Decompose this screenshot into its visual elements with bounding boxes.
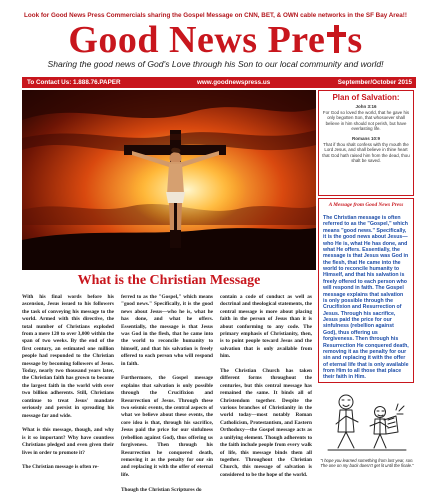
masthead bbox=[0, 19, 431, 61]
cartoon-drawing bbox=[324, 386, 410, 454]
article-paragraph: The Christian Church has taken different forms throughout the centuries, but this central message has remained the same. It binds all of Christendom together. Despite the various branches of Christianity in the world today—most notably Roman Catholicism, Protestantism, and Eastern Orthodoxy—the Gospel message acts as a unifying element. Though adherents to the faith include people from every walk of life, this message binds them all together. Throughout the Christian Church, this message of salvation is considered to be the hope of the world. bbox=[220, 368, 312, 478]
tagline: Sharing the good news of God's Love through his Son to our local community and world! bbox=[47, 59, 384, 69]
message-box bbox=[318, 198, 414, 383]
article-paragraph: With his final words before his ascension, Jesus issued to his followers the task of conveying his message to the world. Armed with this directive, the total number of Christians exploded from a mere 120 to over 3,000 within the span of two weeks. By the end of the first century, an estimated one million people had responded to the Christian message by becoming followers of Jesus. Today, nearly two thousand years later, the Christian faith has grown to become the largest faith in the world with over two billion adherents. Still, Christians continue to treat Jesus' mandate seriously and persist in spreading his message far and wide. bbox=[22, 294, 114, 419]
plan-of-salvation-box bbox=[318, 90, 414, 196]
article-title: What is the Christian Message bbox=[77, 273, 261, 288]
article-paragraph: What is this message, though, and why is it so important? Why have countless Christians pledged and even given their lives in order to promote it? bbox=[22, 427, 114, 456]
contact-phone: To Contact Us: 1.888.76.PAPER bbox=[27, 78, 121, 86]
contact-bar bbox=[22, 77, 416, 88]
article-paragraph: ferred to as the "Gospel," which means "good news." Specifically, it is the good news about Jesus—who he is, what he has done, and what he offers. Essentially, the message is that Jesus was God in the flesh, that he came into the world to reconcile humanity to himself, and that his salvation is freely offered to each person who will respond in faith. bbox=[121, 294, 213, 367]
masthead-text-part2: s bbox=[347, 19, 363, 61]
article-column-2 bbox=[121, 294, 213, 501]
verse2-reference: Romans 10:9 bbox=[351, 136, 380, 142]
plan-title: Plan of Salvation: bbox=[332, 93, 400, 102]
crucifixion-illustration bbox=[22, 90, 316, 270]
top-banner: Look for Good News Press Commercials sharing the Gospel Message on CNN, BET, & OWN cable networks in the SF Bay Area!! bbox=[24, 12, 407, 19]
verse2-text: That if thou shalt confess with thy mouth the Lord Jesus, and shall believe in thine heart that God hath raised him from the dead, thou shalt be saved. bbox=[322, 142, 410, 164]
cross-icon bbox=[326, 25, 346, 53]
article-paragraph: Though the Christian Scriptures do bbox=[121, 486, 202, 493]
article-paragraph: contain a code of conduct as well as doctrinal and theological statements, the central message is more about placing faith in the person of Jesus than it is about conforming to any code. The primary emphasis of Christianity, then, is to point people toward Jesus and the salvation that is only available from him. bbox=[220, 294, 312, 360]
message-heading: A Message from Good News Press bbox=[328, 202, 404, 208]
website-link[interactable]: www.goodnewspress.us bbox=[197, 78, 271, 86]
article-paragraph: The Christian message is often re- bbox=[22, 464, 99, 471]
article-column-3 bbox=[220, 294, 312, 487]
verse1-text: For God so loved the world, that he gave his only begotten Son, that whosoever shall believe in him should not perish, but have everlasting life. bbox=[322, 110, 410, 131]
crucifixion-image bbox=[22, 90, 316, 270]
cartoon-illustration bbox=[324, 386, 410, 454]
masthead-text-part1: Good News Pre bbox=[68, 19, 326, 61]
message-text: The Christian message is often referred to as the "Gospel," which means "good news." Specifically, it is the good news about Jesus—who He is, what He has done, and what He offers. Essentially, the message is that Jesus was God in the flesh, that He came into the world to reconcile humanity to Himself, and that his salvation is freely offered to each person who will respond in faith. The Gospel message explains that salvation is only possible through the Crucifixion and Resurrection of Jesus. Through his sacrifice, Jesus paid the price for our sinfulness (rebellion against God), thus offering us forgiveness. Then through his Resurrection He conquered death, removing it as the penalty for our sin and replacing it with the offer of eternal life that is only available from Him to all those that place their faith in Him. bbox=[323, 215, 409, 381]
article-paragraph: Furthermore, the Gospel message explains that salvation is only possible through the Crucifixion and Resurrection of Jesus. Through these two seismic events, the central aspects of what we believe about these events, the core idea is that, through his sacrifice, Jesus paid the price for our sinfulness (rebellion against God), thus offering us forgiveness. Then through his Resurrection he conquered death, removing it as the penalty for our sin and replacing it with the offer of eternal life. bbox=[121, 375, 213, 478]
cartoon-caption: "I hope you learned something from last year, son. The one on my back doesn't get lit until the finale." bbox=[320, 458, 414, 468]
issue-date: September/October 2015 bbox=[337, 78, 412, 86]
verse1-reference: John 3:16 bbox=[355, 104, 377, 109]
article-column-1 bbox=[22, 294, 114, 479]
